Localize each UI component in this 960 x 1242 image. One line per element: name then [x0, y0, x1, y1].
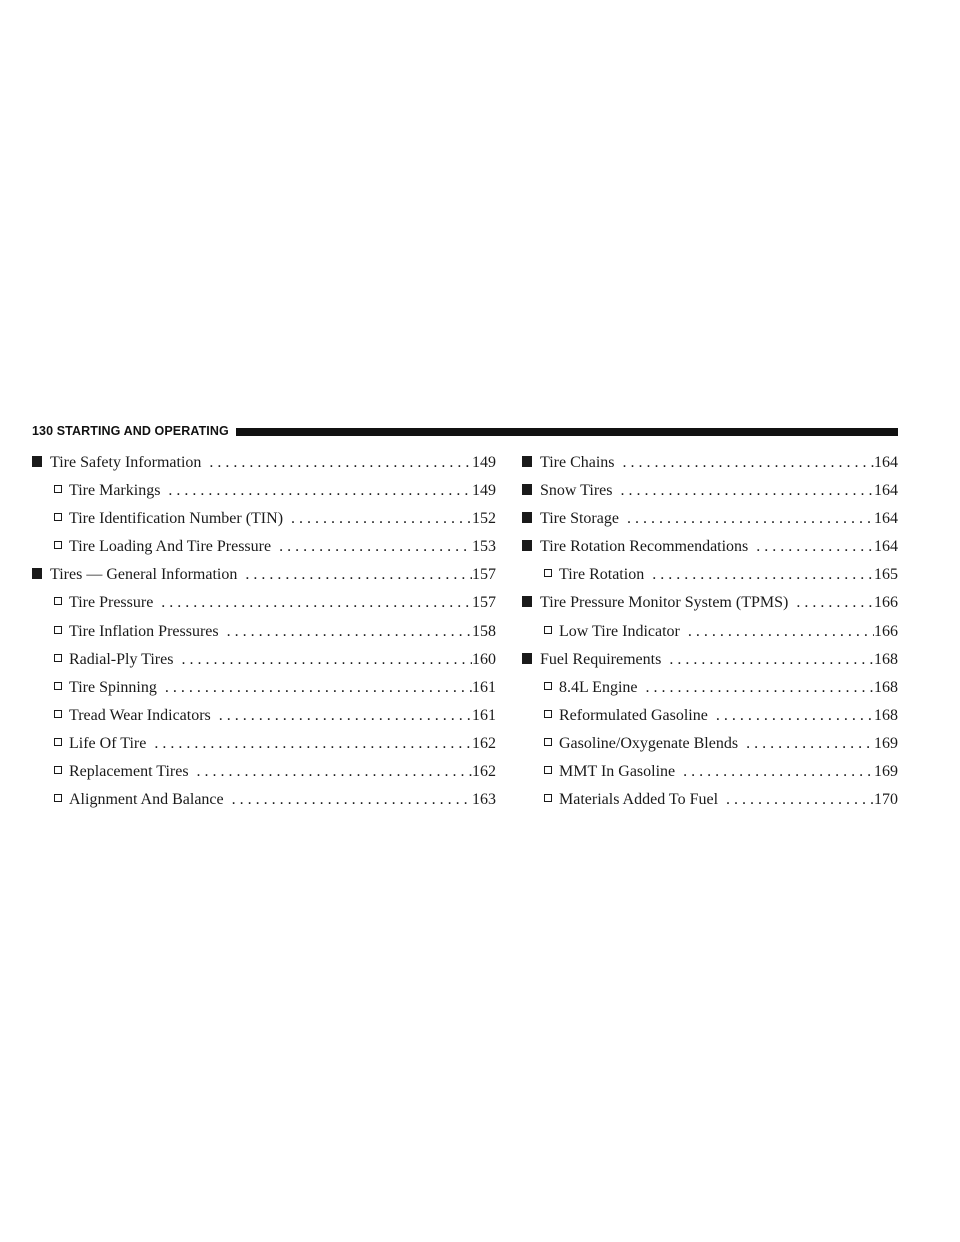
toc-entry[interactable] — [32, 702, 496, 730]
toc-entry-page: 153 — [472, 538, 496, 556]
toc-entry-page: 149 — [472, 454, 496, 471]
toc-entry[interactable] — [522, 618, 898, 646]
toc-entry-title: Low Tire Indicator — [559, 622, 680, 640]
toc-entry[interactable] — [32, 758, 496, 786]
toc-entry-title: Alignment And Balance — [69, 791, 224, 809]
hollow-square-bullet-icon — [54, 794, 62, 802]
toc-entry[interactable] — [32, 646, 496, 674]
toc-entry[interactable] — [32, 618, 496, 646]
running-header — [32, 422, 898, 440]
dot-leader — [219, 618, 472, 646]
toc-entry-page: 152 — [472, 510, 496, 528]
toc-entry-page: 166 — [874, 594, 898, 612]
toc-entry-page: 161 — [472, 706, 496, 724]
hollow-square-bullet-icon — [54, 541, 62, 549]
dot-leader — [153, 589, 472, 617]
hollow-square-bullet-icon — [54, 485, 62, 493]
toc-entry-page: 170 — [874, 791, 898, 809]
filled-square-bullet-icon — [522, 484, 532, 495]
filled-square-bullet-icon — [522, 540, 532, 551]
toc-entry[interactable] — [522, 730, 898, 758]
hollow-square-bullet-icon — [544, 682, 552, 690]
toc-entry[interactable] — [32, 505, 496, 533]
filled-square-bullet-icon — [32, 456, 42, 467]
header-title: 130 STARTING AND OPERATING — [32, 424, 229, 438]
hollow-square-bullet-icon — [54, 513, 62, 521]
toc-entry-title: Materials Added To Fuel — [559, 791, 719, 809]
toc-entry-title: Fuel Requirements — [540, 650, 662, 668]
toc-entry-page: 169 — [874, 734, 898, 752]
toc-entry-title: Reformulated Gasoline — [559, 706, 708, 724]
hollow-square-bullet-icon — [54, 654, 62, 662]
toc-entry-page: 160 — [472, 650, 496, 668]
dot-leader — [738, 730, 874, 758]
toc-entry[interactable] — [32, 674, 496, 702]
toc-entry[interactable] — [522, 758, 898, 786]
filled-square-bullet-icon — [522, 456, 532, 467]
toc-entry[interactable] — [32, 449, 496, 477]
hollow-square-bullet-icon — [544, 766, 552, 774]
dot-leader — [224, 786, 472, 814]
dot-leader — [211, 702, 472, 730]
dot-leader — [283, 505, 472, 533]
toc-entry-page: 162 — [472, 734, 496, 752]
toc-entry-title: Tire Spinning — [69, 678, 157, 696]
dot-leader — [615, 449, 874, 477]
dot-leader — [661, 646, 874, 674]
toc-entry-page: 162 — [472, 763, 496, 781]
toc-entry[interactable] — [32, 533, 496, 561]
hollow-square-bullet-icon — [54, 710, 62, 718]
dot-leader — [748, 533, 874, 561]
toc-entry[interactable] — [522, 702, 898, 730]
hollow-square-bullet-icon — [544, 710, 552, 718]
toc-entry-page: 168 — [874, 650, 898, 668]
toc-entry-title: Replacement Tires — [69, 763, 189, 781]
toc-entry[interactable] — [522, 646, 898, 674]
toc-entry[interactable] — [522, 561, 898, 589]
toc-entry-page: 164 — [874, 538, 898, 556]
dot-leader — [237, 561, 472, 589]
toc-entry-title: Tread Wear Indicators — [69, 706, 211, 724]
dot-leader — [788, 589, 874, 617]
toc-entry-page: 161 — [472, 678, 496, 696]
toc-entry-title: Tires — General Information — [50, 566, 238, 584]
hollow-square-bullet-icon — [544, 794, 552, 802]
toc-entry[interactable] — [32, 477, 496, 505]
toc-entry-title: Tire Markings — [69, 482, 161, 500]
toc-entry[interactable] — [32, 730, 496, 758]
dot-leader — [619, 505, 874, 533]
filled-square-bullet-icon — [522, 596, 532, 607]
toc-entry-page: 166 — [874, 622, 898, 640]
hollow-square-bullet-icon — [544, 738, 552, 746]
dot-leader — [680, 618, 874, 646]
toc-entry-title: Tire Loading And Tire Pressure — [69, 538, 272, 556]
toc-entry[interactable] — [522, 786, 898, 814]
toc-entry-title: Tire Identification Number (TIN) — [69, 510, 284, 528]
toc-entry[interactable] — [32, 786, 496, 814]
hollow-square-bullet-icon — [54, 738, 62, 746]
toc-entry-title: Tire Inflation Pressures — [69, 622, 219, 640]
filled-square-bullet-icon — [522, 512, 532, 523]
toc-entry[interactable] — [522, 589, 898, 617]
toc-entry-page: 164 — [874, 510, 898, 528]
hollow-square-bullet-icon — [544, 569, 552, 577]
toc-entry-page: 163 — [472, 791, 496, 809]
hollow-square-bullet-icon — [54, 626, 62, 634]
toc-entry-page: 165 — [874, 566, 898, 584]
dot-leader — [146, 730, 472, 758]
toc-entry-title: Snow Tires — [540, 482, 613, 500]
hollow-square-bullet-icon — [54, 597, 62, 605]
toc-entry[interactable] — [522, 449, 898, 477]
toc-entry[interactable] — [522, 477, 898, 505]
toc-column-right — [522, 449, 898, 814]
dot-leader — [644, 561, 874, 589]
toc-entry[interactable] — [522, 674, 898, 702]
dot-leader — [638, 674, 875, 702]
dot-leader — [708, 702, 874, 730]
dot-leader — [612, 477, 874, 505]
dot-leader — [189, 758, 472, 786]
dot-leader — [201, 449, 472, 477]
dot-leader — [173, 646, 472, 674]
toc-entry[interactable] — [522, 533, 898, 561]
toc-entry-page: 158 — [472, 622, 496, 640]
toc-entry-title: Tire Storage — [540, 510, 619, 528]
toc-entry[interactable] — [32, 589, 496, 617]
toc-entry[interactable] — [32, 561, 496, 589]
toc-entry-title: Tire Rotation Recommendations — [540, 538, 749, 556]
toc-entry-title: Radial-Ply Tires — [69, 650, 174, 668]
toc-entry[interactable] — [522, 505, 898, 533]
toc-entry-page: 169 — [874, 763, 898, 781]
toc-entry-page: 164 — [874, 482, 898, 500]
dot-leader — [271, 533, 472, 561]
toc-entry-title: 8.4L Engine — [559, 678, 638, 696]
toc-entry-title: Tire Rotation — [559, 566, 645, 584]
toc-entry-title: Tire Safety Information — [50, 454, 202, 471]
dot-leader — [157, 674, 472, 702]
toc-entry-title: Tire Pressure Monitor System (TPMS) — [540, 594, 789, 612]
filled-square-bullet-icon — [522, 653, 532, 664]
dot-leader — [675, 758, 874, 786]
toc-entry-title: Tire Pressure — [69, 594, 154, 612]
dot-leader — [718, 786, 874, 814]
toc-entry-title: MMT In Gasoline — [559, 763, 676, 781]
toc-entry-page: 168 — [874, 678, 898, 696]
toc-entry-page: 168 — [874, 706, 898, 724]
toc-entry-title: Tire Chains — [540, 454, 615, 471]
toc-entry-page: 157 — [472, 566, 496, 584]
toc-entry-page: 149 — [472, 482, 496, 500]
toc-entry-title: Life Of Tire — [69, 734, 147, 752]
toc-entry-page: 157 — [472, 594, 496, 612]
toc-entry-title: Gasoline/Oxygenate Blends — [559, 734, 739, 752]
toc-column-left — [32, 449, 496, 814]
header-rule — [236, 428, 898, 436]
dot-leader — [160, 477, 472, 505]
filled-square-bullet-icon — [32, 568, 42, 579]
hollow-square-bullet-icon — [544, 626, 552, 634]
toc-entry-page: 164 — [874, 454, 898, 471]
hollow-square-bullet-icon — [54, 766, 62, 774]
hollow-square-bullet-icon — [54, 682, 62, 690]
